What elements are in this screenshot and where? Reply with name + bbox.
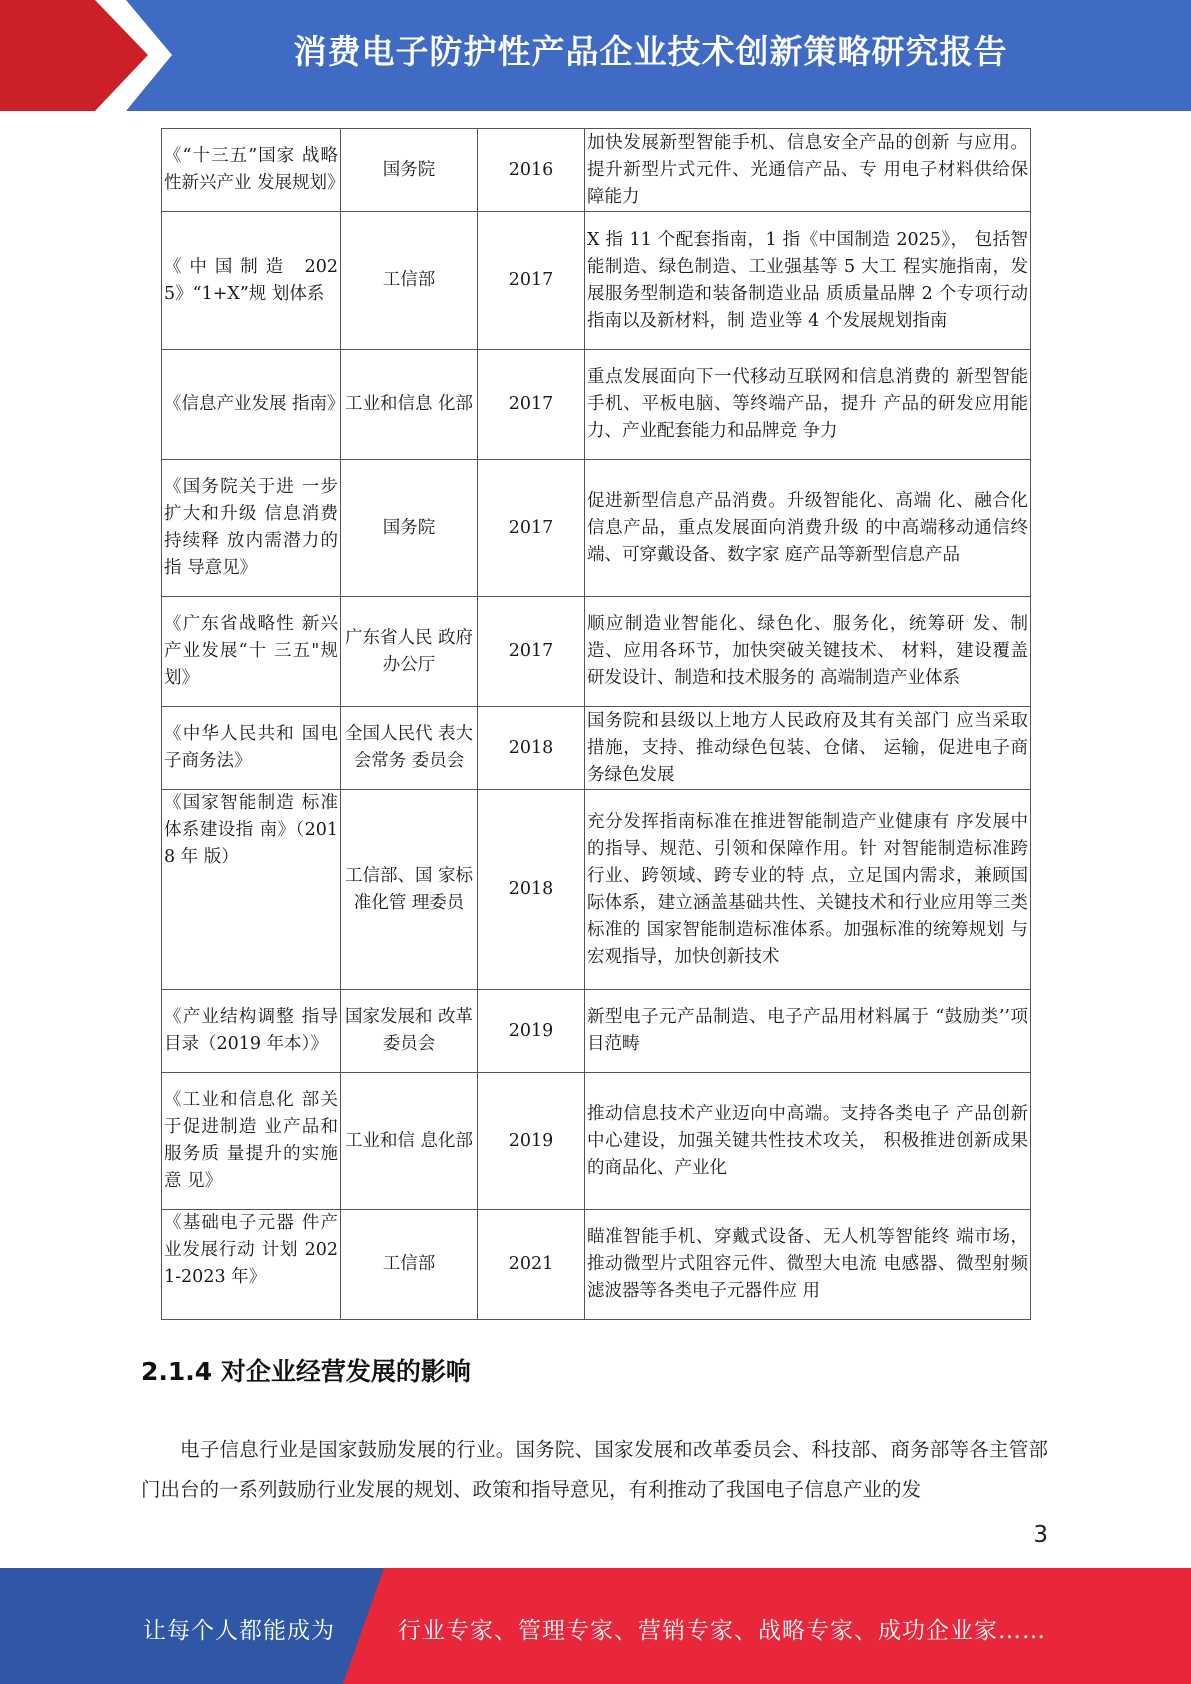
policy-content: 瞄准智能手机、穿戴式设备、无人机等智能终 端市场，推动微型片式阻容元件、微型大电流 电感器、微型射频滤波器等各类电子元器件应 用 bbox=[585, 1210, 1031, 1320]
policy-name: 《国务院关于进 一步扩大和升级 信息消费持续释 放内需潜力的指 导意见》 bbox=[162, 460, 341, 597]
issue-year: 2016 bbox=[478, 129, 585, 212]
footer-slogan-right: 行业专家、管理专家、营销专家、战略专家、成功企业家…… bbox=[398, 1618, 1046, 1644]
policy-name: 《中国制造 2025》“1+X”规 划体系 bbox=[162, 212, 341, 350]
policy-content: X 指 11 个配套指南，1 指《中国制造 2025》， 包括智能制造、绿色制造、工业强基等 5 大工 程实施指南，发展服务型制造和装备制造业品 质质量品牌 2 个专项行动指南以及新材料，制 造业等 4 个发展规划指南 bbox=[585, 212, 1031, 350]
body-paragraph: 电子信息行业是国家鼓励发展的行业。国务院、国家发展和改革委员会、科技部、商务部等各主管部门出台的一系列鼓励行业发展的规划、政策和指导意见，有利推动了我国电子信息产业的发 bbox=[141, 1438, 1048, 1501]
table-row bbox=[162, 990, 1031, 1073]
issue-year: 2018 bbox=[478, 707, 585, 790]
policy-content: 推动信息技术产业迈向中高端。支持各类电子 产品创新中心建设，加强关键共性技术攻关， 积极推进创新成果的商品化、产业化 bbox=[585, 1073, 1031, 1210]
table-row bbox=[162, 597, 1031, 707]
issue-year: 2019 bbox=[478, 990, 585, 1073]
issuing-department: 工信部、国 家标准化管 理委员 bbox=[341, 790, 478, 990]
issuing-department: 工信部 bbox=[341, 212, 478, 350]
issuing-department: 国务院 bbox=[341, 460, 478, 597]
page-number: 3 bbox=[1033, 1522, 1048, 1548]
issuing-department: 全国人民代 表大会常务 委员会 bbox=[341, 707, 478, 790]
policy-name: 《中华人民共和 国电子商务法》 bbox=[162, 707, 341, 790]
table-row bbox=[162, 1073, 1031, 1210]
issuing-department: 工业和信息 化部 bbox=[341, 350, 478, 460]
page-header bbox=[0, 0, 1191, 111]
policy-name: 《国家智能制造 标准体系建设指 南》（2018 年 版） bbox=[162, 790, 341, 990]
issuing-department: 工信部 bbox=[341, 1210, 478, 1320]
policy-name: 《“十三五”国家 战略性新兴产业 发展规划》 bbox=[162, 129, 341, 212]
issuing-department: 工业和信 息化部 bbox=[341, 1073, 478, 1210]
policy-name: 《广东省战略性 新兴产业发展“十 三五"规划》 bbox=[162, 597, 341, 707]
policy-content: 促进新型信息产品消费。升级智能化、高端 化、融合化信息产品，重点发展面向消费升级 的中高端移动通信终端、可穿戴设备、数字家 庭产品等新型信息产品 bbox=[585, 460, 1031, 597]
issue-year: 2017 bbox=[478, 460, 585, 597]
table-row bbox=[162, 460, 1031, 597]
section-heading: 2.1.4 对企业经营发展的影响 bbox=[141, 1357, 471, 1386]
issue-year: 2019 bbox=[478, 1073, 585, 1210]
issuing-department: 国家发展和 改革委员会 bbox=[341, 990, 478, 1073]
policy-content: 国务院和县级以上地方人民政府及其有关部门 应当采取措施，支持、推动绿色包装、仓储、 运输，促进电子商务绿色发展 bbox=[585, 707, 1031, 790]
issue-year: 2017 bbox=[478, 212, 585, 350]
issuing-department: 广东省人民 政府办公厅 bbox=[341, 597, 478, 707]
policy-name: 《产业结构调整 指导目录（2019 年本）》 bbox=[162, 990, 341, 1073]
page-footer bbox=[0, 1568, 1191, 1684]
policy-content: 充分发挥指南标准在推进智能制造产业健康有 序发展中的指导、规范、引领和保障作用。针 对智能制造标准跨行业、跨领域、跨专业的特 点，立足国内需求，兼顾国际体系，建立涵盖基础共性、关键技术和行业应用等三类标准的 国家智能制造标准体系。加强标准的统筹规划 与宏观指导，加快创新技术 bbox=[585, 790, 1031, 990]
policy-content: 加快发展新型智能手机、信息安全产品的创新 与应用。提升新型片式元件、光通信产品、专 用电子材料供给保障能力 bbox=[585, 129, 1031, 212]
report-title: 消费电子防护性产品企业技术创新策略研究报告 bbox=[293, 32, 1008, 71]
table-row bbox=[162, 707, 1031, 790]
table-row bbox=[162, 212, 1031, 350]
policy-name: 《基础电子元器 件产业发展行动 计划 2021-2023 年》 bbox=[162, 1210, 341, 1320]
policy-content: 新型电子元产品制造、电子产品用材料属于 “鼓励类’’项目范畴 bbox=[585, 990, 1031, 1073]
table-row bbox=[162, 790, 1031, 990]
table-row bbox=[162, 129, 1031, 212]
table-row bbox=[162, 350, 1031, 460]
issuing-department: 国务院 bbox=[341, 129, 478, 212]
policy-table bbox=[161, 128, 1031, 1320]
policy-content: 顺应制造业智能化、绿色化、服务化，统筹研 发、制造、应用各环节，加快突破关键技术、 材料，建设覆盖研发设计、制造和技术服务的 高端制造产业体系 bbox=[585, 597, 1031, 707]
issue-year: 2018 bbox=[478, 790, 585, 990]
policy-name: 《工业和信息化 部关于促进制造 业产品和服务质 量提升的实施意 见》 bbox=[162, 1073, 341, 1210]
issue-year: 2021 bbox=[478, 1210, 585, 1320]
issue-year: 2017 bbox=[478, 350, 585, 460]
footer-slogan-left: 让每个人都能成为 bbox=[143, 1618, 335, 1644]
table-row bbox=[162, 1210, 1031, 1320]
issue-year: 2017 bbox=[478, 597, 585, 707]
policy-name: 《信息产业发展 指南》 bbox=[162, 350, 341, 460]
policy-content: 重点发展面向下一代移动互联网和信息消费的 新型智能手机、平板电脑、等终端产品，提升 产品的研发应用能力、产业配套能力和品牌竞 争力 bbox=[585, 350, 1031, 460]
